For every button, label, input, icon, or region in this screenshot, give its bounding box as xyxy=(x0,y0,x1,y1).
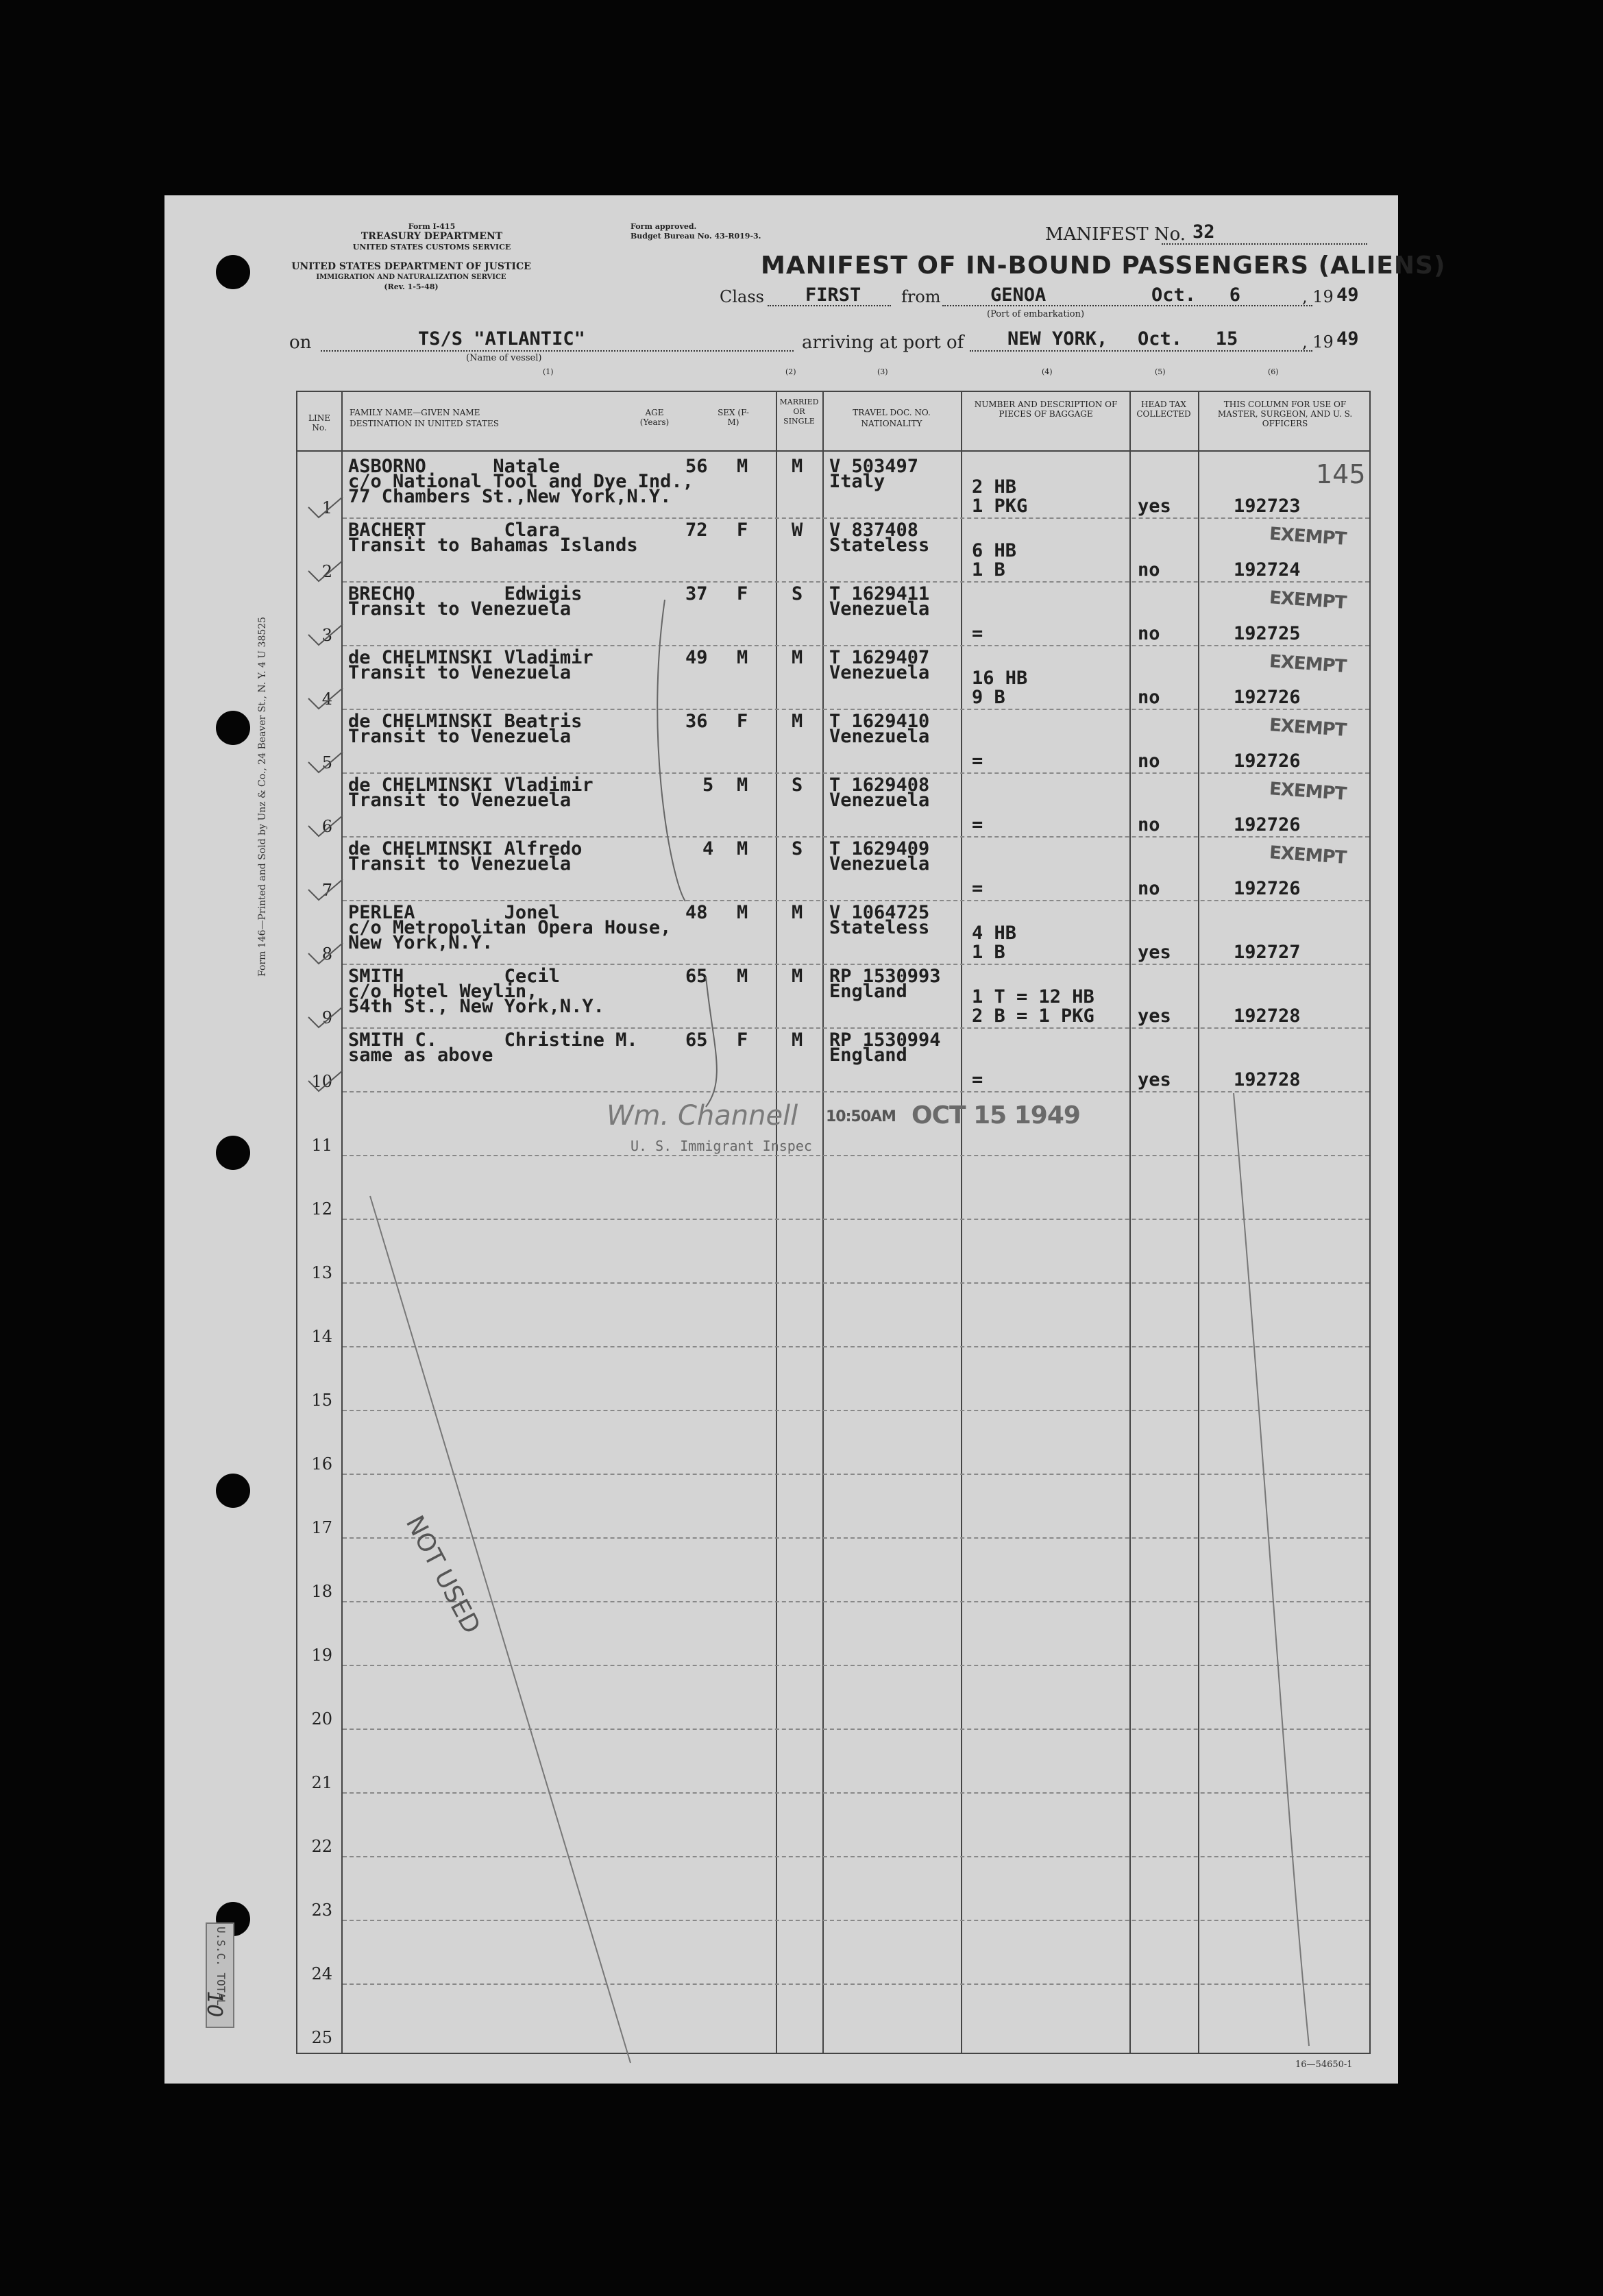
head-tax: yes xyxy=(1138,1069,1171,1090)
inspection-time-stamp: 10:50AM xyxy=(826,1108,896,1125)
travel-doc-number: T 1629407 xyxy=(829,647,930,668)
passenger-sex: M xyxy=(737,774,748,796)
baggage-line-1: 16 HB xyxy=(972,668,1028,689)
passenger-name: BRECHO Edwigis xyxy=(348,583,583,604)
customs-service: UNITED STATES CUSTOMS SERVICE xyxy=(352,243,511,252)
officer-code: 192726 xyxy=(1234,814,1301,835)
exempt-stamp: EXEMPT xyxy=(1269,587,1347,613)
marital-status: M xyxy=(792,711,803,732)
officer-code: 192727 xyxy=(1234,942,1301,963)
passenger-age: 49 xyxy=(685,647,708,668)
travel-doc-number: T 1629410 xyxy=(829,711,930,732)
baggage-line-1: 4 HB xyxy=(972,923,1017,944)
header-age: AGE (Years) xyxy=(639,408,670,427)
col-num-1: (1) xyxy=(543,367,554,376)
head-tax: no xyxy=(1138,623,1160,644)
nationality: England xyxy=(829,981,907,1002)
nationality: Venezuela xyxy=(829,598,930,620)
passenger-destination: Transit to Venezuela xyxy=(348,726,572,747)
baggage-line-2: = xyxy=(972,623,983,644)
line-number: 23 xyxy=(311,1901,332,1920)
baggage-line-2: 1 B xyxy=(972,942,1005,963)
line-number: 25 xyxy=(311,2028,332,2047)
passenger-sex: M xyxy=(737,647,748,668)
travel-doc-number: V 503497 xyxy=(829,456,919,477)
from-label: from xyxy=(901,287,941,306)
exempt-stamp: EXEMPT xyxy=(1269,842,1347,868)
passenger-name: de CHELMINSKI Vladimir xyxy=(348,774,594,796)
passenger-destination-2: 77 Chambers St.,New York,N.Y. xyxy=(348,486,672,507)
manifest-title: MANIFEST OF IN-BOUND PASSENGERS (ALIENS) xyxy=(761,252,1446,280)
passenger-age: 37 xyxy=(685,583,708,604)
side-stamp-number: 10 xyxy=(202,1991,226,2018)
passenger-destination: c/o Hotel Weylin, xyxy=(348,981,538,1002)
head-tax: no xyxy=(1138,687,1160,708)
bracket-mark-2 xyxy=(706,977,717,1107)
passenger-destination: c/o Metropolitan Opera House, xyxy=(348,917,672,938)
officer-code: 192724 xyxy=(1234,559,1301,581)
col-num-6: (6) xyxy=(1268,367,1279,376)
vessel-name: TS/S "ATLANTIC" xyxy=(418,328,585,350)
line-number: 17 xyxy=(311,1518,332,1537)
inspector-signature: Wm. Channell xyxy=(607,1100,798,1132)
depart-year-prefix: , 19 xyxy=(1302,287,1334,306)
head-tax: no xyxy=(1138,750,1160,772)
passenger-destination-2: 54th St., New York,N.Y. xyxy=(348,996,604,1017)
head-tax: yes xyxy=(1138,1005,1171,1027)
pencil-marks xyxy=(164,195,1398,2084)
line-number: 6 xyxy=(321,817,332,836)
passenger-sex: M xyxy=(737,456,748,477)
line-number: 5 xyxy=(321,753,332,772)
officer-code: 192726 xyxy=(1234,878,1301,899)
nationality: Stateless xyxy=(829,917,930,938)
not-used-mark: NOT USED xyxy=(400,1511,486,1639)
passenger-destination: Transit to Venezuela xyxy=(348,662,572,683)
line-number: 15 xyxy=(311,1391,332,1410)
nationality: Stateless xyxy=(829,535,930,556)
passenger-name: PERLEA Jonel xyxy=(348,902,560,923)
passenger-destination: Transit to Venezuela xyxy=(348,598,572,620)
baggage-line-2: = xyxy=(972,814,983,835)
marital-status: M xyxy=(792,902,803,923)
class-value: FIRST xyxy=(805,284,861,306)
officer-code: 192726 xyxy=(1234,750,1301,772)
head-tax: yes xyxy=(1138,496,1171,517)
baggage-line-2: 2 B = 1 PKG xyxy=(972,1005,1094,1027)
baggage-line-1: 2 HB xyxy=(972,476,1017,498)
form-revision: (Rev. 1-5-48) xyxy=(384,282,439,291)
manifest-label: MANIFEST No. xyxy=(1045,224,1186,245)
travel-doc-number: T 1629408 xyxy=(829,774,930,796)
passenger-sex: M xyxy=(737,902,748,923)
line-number: 10 xyxy=(311,1072,332,1091)
head-tax: yes xyxy=(1138,942,1171,963)
inspection-date-stamp: OCT 15 1949 xyxy=(911,1101,1080,1129)
passenger-destination: same as above xyxy=(348,1045,493,1066)
line-number: 24 xyxy=(311,1964,332,1983)
line-number: 3 xyxy=(321,626,332,645)
department-of-justice: UNITED STATES DEPARTMENT OF JUSTICE xyxy=(291,261,531,272)
on-label: on xyxy=(289,332,312,353)
not-used-line-left xyxy=(370,1196,631,2063)
passenger-destination-2: New York,N.Y. xyxy=(348,932,493,953)
ins-service: IMMIGRATION AND NATURALIZATION SERVICE xyxy=(316,273,506,281)
marital-status: M xyxy=(792,456,803,477)
port-embarkation-caption: (Port of embarkation) xyxy=(987,309,1085,319)
passenger-age: 56 xyxy=(685,456,708,477)
exempt-stamp: EXEMPT xyxy=(1269,779,1347,805)
passenger-age: 72 xyxy=(685,520,708,541)
header-line-no: LINE No. xyxy=(308,413,330,432)
travel-doc-number: RP 1530993 xyxy=(829,966,941,987)
baggage-line-2: = xyxy=(972,878,983,899)
baggage-line-2: = xyxy=(972,1069,983,1090)
side-stamp-text: U.S.C. TOTAL xyxy=(215,1927,228,2006)
vessel-caption: (Name of vessel) xyxy=(466,353,542,363)
head-tax: no xyxy=(1138,814,1160,835)
class-label: Class xyxy=(720,287,764,306)
line-number: 21 xyxy=(311,1773,332,1792)
bracket-mark xyxy=(657,600,685,901)
line-number: 2 xyxy=(321,562,332,581)
baggage-line-2: 9 B xyxy=(972,687,1005,708)
header-baggage: NUMBER AND DESCRIPTION OF PIECES OF BAGGAGE xyxy=(974,400,1118,419)
form-number: Form I-415 xyxy=(408,222,456,231)
passenger-name: BACHERT Clara xyxy=(348,520,560,541)
header-sex: SEX (F-M) xyxy=(718,408,749,427)
passenger-name: de CHELMINSKI Alfredo xyxy=(348,838,583,859)
passenger-name: SMITH C. Christine M. xyxy=(348,1029,638,1051)
budget-bureau: Budget Bureau No. 43-R019-3. xyxy=(631,232,761,241)
col-num-4: (4) xyxy=(1042,367,1053,376)
form-code: 16—54650-1 xyxy=(1295,2060,1353,2070)
travel-doc-number: RP 1530994 xyxy=(829,1029,941,1051)
printer-imprint: Form 146—Printed and Sold by Unz & Co., 24 Beaver St., N. Y. 4 U 38525 xyxy=(257,616,268,977)
treasury-department: TREASURY DEPARTMENT xyxy=(360,231,503,242)
marital-status: M xyxy=(792,966,803,987)
col-num-3: (3) xyxy=(877,367,888,376)
header-nationality: NATIONALITY xyxy=(861,419,922,428)
passenger-name: de CHELMINSKI Vladimir xyxy=(348,647,594,668)
passenger-age: 48 xyxy=(685,902,708,923)
passenger-age: 5 xyxy=(702,774,714,796)
travel-doc-number: V 837408 xyxy=(829,520,919,541)
head-tax: no xyxy=(1138,559,1160,581)
line-number: 8 xyxy=(321,944,332,964)
marital-status: W xyxy=(792,520,803,541)
passenger-sex: F xyxy=(737,583,748,604)
nationality: Venezuela xyxy=(829,726,930,747)
passenger-destination: Transit to Venezuela xyxy=(348,790,572,811)
line-number: 16 xyxy=(311,1454,332,1474)
nationality: Venezuela xyxy=(829,853,930,875)
line-number: 12 xyxy=(311,1199,332,1219)
passenger-destination: c/o National Tool and Dye Ind., xyxy=(348,471,694,492)
passenger-name: de CHELMINSKI Beatris xyxy=(348,711,583,732)
baggage-line-1: 6 HB xyxy=(972,540,1017,561)
header-officer-use: THIS COLUMN FOR USE OF MASTER, SURGEON, AND U. S. OFFICERS xyxy=(1217,400,1353,428)
line-number: 4 xyxy=(321,689,332,709)
passenger-sex: F xyxy=(737,1029,748,1051)
arrival-date: Oct. 15 xyxy=(1138,328,1238,350)
header-travel-doc: TRAVEL DOC. NO. xyxy=(853,408,931,417)
passenger-age: 4 xyxy=(702,838,714,859)
baggage-line-1: 1 T = 12 HB xyxy=(972,986,1094,1007)
arriving-label: arriving at port of xyxy=(802,332,964,353)
manifest-number: 32 xyxy=(1192,221,1215,243)
exempt-stamp: EXEMPT xyxy=(1269,524,1347,550)
marital-status: M xyxy=(792,647,803,668)
passenger-name: ASBORNO Natale xyxy=(348,456,560,477)
passenger-destination: Transit to Bahamas Islands xyxy=(348,535,638,556)
baggage-line-2: 1 PKG xyxy=(972,496,1028,517)
passenger-sex: M xyxy=(737,838,748,859)
arrival-year: 49 xyxy=(1336,328,1359,350)
nationality: Venezuela xyxy=(829,790,930,811)
line-number: 14 xyxy=(311,1327,332,1346)
officer-code: 192725 xyxy=(1234,623,1301,644)
exempt-stamp: EXEMPT xyxy=(1269,715,1347,741)
passenger-age: 65 xyxy=(685,1029,708,1051)
col-num-5: (5) xyxy=(1155,367,1166,376)
line-number: 18 xyxy=(311,1582,332,1601)
line-number: 22 xyxy=(311,1837,332,1856)
head-tax: no xyxy=(1138,878,1160,899)
travel-doc-number: V 1064725 xyxy=(829,902,930,923)
baggage-line-2: 1 B xyxy=(972,559,1005,581)
passenger-age: 65 xyxy=(685,966,708,987)
exempt-stamp: EXEMPT xyxy=(1269,651,1347,677)
marital-status: M xyxy=(792,1029,803,1051)
line-number: 19 xyxy=(311,1646,332,1665)
officer-code: 192728 xyxy=(1234,1005,1301,1027)
officer-code: 192728 xyxy=(1234,1069,1301,1090)
officer-code: 192726 xyxy=(1234,687,1301,708)
header-head-tax: HEAD TAX COLLECTED xyxy=(1136,400,1191,419)
passenger-sex: M xyxy=(737,966,748,987)
nationality: Italy xyxy=(829,471,885,492)
baggage-line-2: = xyxy=(972,750,983,772)
page-number-note: 145 xyxy=(1316,459,1366,489)
embark-port: GENOA xyxy=(990,284,1047,306)
marital-status: S xyxy=(792,583,803,604)
travel-doc-number: T 1629409 xyxy=(829,838,930,859)
line-number: 11 xyxy=(311,1136,332,1155)
not-used-line-right xyxy=(1234,1093,1309,2046)
form-approved: Form approved. xyxy=(631,222,697,231)
passenger-sex: F xyxy=(737,520,748,541)
nationality: Venezuela xyxy=(829,662,930,683)
header-married: MARRIED OR SINGLE xyxy=(779,398,819,426)
passenger-destination: Transit to Venezuela xyxy=(348,853,572,875)
col-num-2: (2) xyxy=(785,367,796,376)
marital-status: S xyxy=(792,838,803,859)
officer-code: 192723 xyxy=(1234,496,1301,517)
depart-year: 49 xyxy=(1336,284,1359,306)
arrival-port: NEW YORK, xyxy=(1007,328,1108,350)
arrival-year-prefix: , 19 xyxy=(1302,332,1334,352)
manifest-sheet xyxy=(164,195,1446,2084)
header-destination: DESTINATION IN UNITED STATES xyxy=(350,419,499,428)
passenger-sex: F xyxy=(737,711,748,732)
passenger-name: SMITH Cecil xyxy=(348,966,560,987)
marital-status: S xyxy=(792,774,803,796)
header-name: FAMILY NAME—GIVEN NAME xyxy=(350,408,480,417)
passenger-age: 36 xyxy=(685,711,708,732)
line-number: 9 xyxy=(321,1008,332,1027)
line-number: 1 xyxy=(321,498,332,517)
line-number: 13 xyxy=(311,1263,332,1282)
depart-date: Oct. 6 xyxy=(1151,284,1241,306)
line-number: 20 xyxy=(311,1709,332,1729)
inspector-title: U. S. Immigrant Inspec xyxy=(631,1138,812,1154)
nationality: England xyxy=(829,1045,907,1066)
travel-doc-number: T 1629411 xyxy=(829,583,930,604)
line-number: 7 xyxy=(321,881,332,900)
